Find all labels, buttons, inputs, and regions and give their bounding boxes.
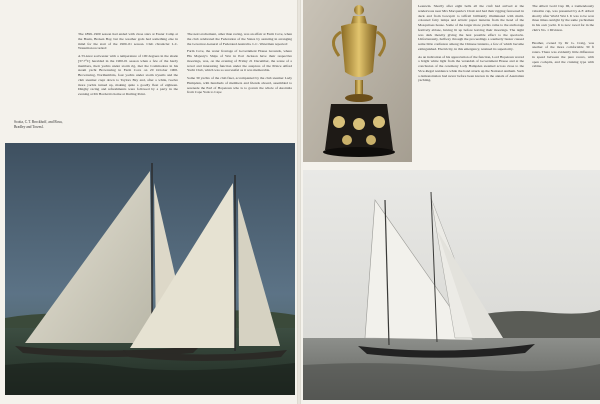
page-gutter bbox=[297, 0, 301, 404]
right-text-column-1 bbox=[418, 4, 524, 86]
heather-caption: Heather, owned by Dr G. Craig, was another of the more comfortable 30 ft raters. There was evidently little difference in speed between the pure racers, with open cockpits, and the cruising type with cabins. bbox=[532, 40, 594, 69]
right-text-column-2 bbox=[532, 4, 594, 72]
paragraph: As an indication of his appreciation of the function, Lord Hopetoun waved a bright white light from the verandah of Government House and at the conclusion of the ceremony Lady Hampden steamed across close to the Vice-Regal residence while the band struck up the National Anthem. Such a demonstration had never before been known in the annals of Australian yachting. bbox=[418, 54, 524, 83]
quote-paragraph: Leeuwin. Shortly after eight bells all the craft had arrived at the rendezvous near Mrs Macquarie's Chair and had their rigging festooned in deck and from bowsprit to taffrail brilliantly illuminated with multi-coloured fairy lamps and artistic paper lanterns from the head of the Mosquitoes house. Some of the larger more yachts came to the anchorage festively ablaze, having lit up before leaving their moorings. The night was dark thereby giving the best possible effect to the spectacle. Unfortunately, halfway through the proceedings a southerly buster caused some little confusion among the Chinese lanterns, a few of which became extinguished. Electricity, in this emergency, retained its superiority. bbox=[418, 4, 524, 51]
photo-caption-scotia-rosa: Scotia, C.T. Brockhoff, and Rosa, Bradley and Townsl. bbox=[14, 120, 63, 129]
left-text-column-2 bbox=[187, 32, 292, 98]
paragraph: The 1899–1900 season had ended with close stars at Easter Camp at the Basin, Broken Bay, but the weather gods had something else in mind for the start of the 1900–01 season. Club chronicler L.C. Waterman recorded: bbox=[78, 32, 178, 51]
trophy-caption: The Albert Gold Cup III, a tremendously valuable cup, was presented by A.F. Albert shortly after World War I. It was to be won three times outright by the same yachtsman in his own yacht. It is now raced for in the club's No. 1 Division. bbox=[532, 4, 594, 32]
sailing-yachts-photo bbox=[5, 143, 295, 395]
paragraph: Some 30 yachts of the club fleet, accompanied by the club steamer Lady Hampden, with hundreds of members and friends aboard, assembled to serenade the Earl of Hopetoun who is to govern the whole of Australia from Cape York to Cape bbox=[187, 76, 292, 95]
heather-yacht-photo bbox=[303, 170, 600, 400]
trophy-cup-photo bbox=[303, 0, 412, 162]
left-text-column-1 bbox=[78, 32, 178, 100]
quote-paragraph: A 55-knot sou'wester with a temperature of 100 degrees in the shade [37.7°C] heralded in the 1900-01 season when a few of the hardy members, their yachts under storm rig, met the Commodore in his steam yacht Brownwing in Farm Cove on 20 October 1900. Brownwing, Northumbria, four yachts under storm trysails and the club steamer crept down to Taylors Bay and, after a while, twelve more yachts turned up, making quite a goodly fleet of eighteen. Dinghy racing and refreshments were followed by a party in the evening at Mr Hordern's home at Darling Point. bbox=[78, 54, 178, 96]
quote-paragraph: Farm Cove, the water frontage of Government House Grounds, where His Majesty's Ships of War in Port Jackson have their respective moorings, was, on the evening of Friday 21 December, the scene of a novel and interesting function under the auspices of the Prince Alfred Yacht Club, which was so successful as it was memorable. bbox=[187, 49, 292, 73]
paragraph: The next excitement, other than racing, was an affair at Farm Cove, when the club celebrated the Federation of the States by assisting in arranging the Governor-General of Federated Australia. L.C. Waterman reported: bbox=[187, 32, 292, 46]
